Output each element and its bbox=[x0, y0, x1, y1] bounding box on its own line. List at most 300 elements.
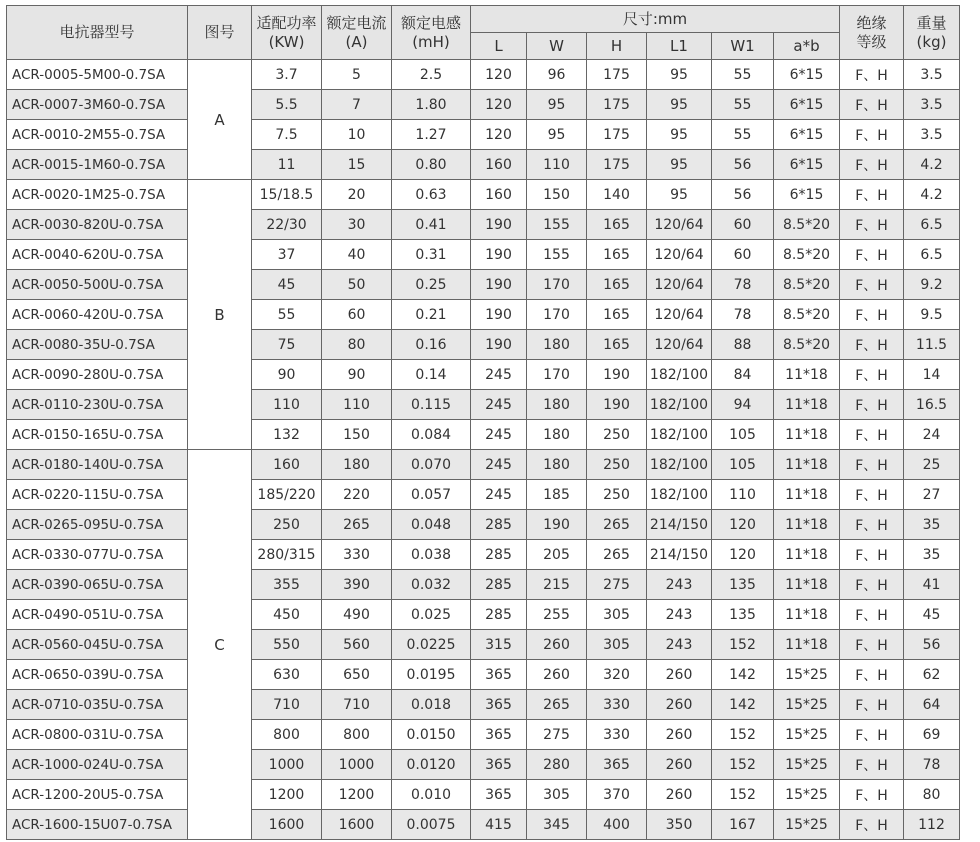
cell-dim-l1: 243 bbox=[647, 570, 712, 600]
cell-dim-w1: 135 bbox=[712, 600, 774, 630]
header-insulation-label: 绝缘 bbox=[856, 13, 887, 32]
cell-model: ACR-0090-280U-0.7SA bbox=[7, 360, 188, 390]
cell-dim-w1: 105 bbox=[712, 420, 774, 450]
cell-model: ACR-0030-820U-0.7SA bbox=[7, 210, 188, 240]
cell-dim-h: 305 bbox=[587, 600, 647, 630]
cell-dim-w: 150 bbox=[527, 180, 587, 210]
cell-insulation: F、H bbox=[840, 630, 904, 660]
cell-current: 80 bbox=[322, 330, 392, 360]
table-row bbox=[7, 690, 960, 720]
cell-dim-w1: 55 bbox=[712, 90, 774, 120]
cell-model: ACR-0080-35U-0.7SA bbox=[7, 330, 188, 360]
cell-dim-l1: 243 bbox=[647, 630, 712, 660]
cell-current: 50 bbox=[322, 270, 392, 300]
cell-dim-w: 180 bbox=[527, 390, 587, 420]
cell-insulation: F、H bbox=[840, 810, 904, 840]
table-row bbox=[7, 390, 960, 420]
table-row bbox=[7, 450, 960, 480]
cell-dim-w: 205 bbox=[527, 540, 587, 570]
cell-inductance: 0.41 bbox=[392, 210, 471, 240]
cell-dim-ab: 8.5*20 bbox=[774, 210, 840, 240]
cell-model: ACR-0560-045U-0.7SA bbox=[7, 630, 188, 660]
cell-current: 15 bbox=[322, 150, 392, 180]
cell-dim-ab: 8.5*20 bbox=[774, 270, 840, 300]
cell-model: ACR-0010-2M55-0.7SA bbox=[7, 120, 188, 150]
cell-dim-h: 400 bbox=[587, 810, 647, 840]
cell-insulation: F、H bbox=[840, 270, 904, 300]
cell-dim-w1: 78 bbox=[712, 270, 774, 300]
cell-dim-ab: 6*15 bbox=[774, 150, 840, 180]
cell-weight: 35 bbox=[904, 540, 960, 570]
cell-insulation: F、H bbox=[840, 150, 904, 180]
header-weight bbox=[904, 6, 960, 60]
cell-weight: 3.5 bbox=[904, 120, 960, 150]
cell-dim-l1: 260 bbox=[647, 750, 712, 780]
cell-power: 75 bbox=[252, 330, 322, 360]
cell-weight: 6.5 bbox=[904, 210, 960, 240]
cell-dim-w: 170 bbox=[527, 270, 587, 300]
header-power-label: 适配功率 bbox=[256, 13, 317, 32]
cell-dim-w1: 152 bbox=[712, 750, 774, 780]
cell-weight: 27 bbox=[904, 480, 960, 510]
cell-weight: 9.2 bbox=[904, 270, 960, 300]
table-row bbox=[7, 300, 960, 330]
cell-current: 800 bbox=[322, 720, 392, 750]
cell-current: 330 bbox=[322, 540, 392, 570]
cell-dim-l: 190 bbox=[471, 270, 527, 300]
cell-dim-ab: 11*18 bbox=[774, 510, 840, 540]
cell-dim-l: 365 bbox=[471, 720, 527, 750]
cell-dim-l: 365 bbox=[471, 750, 527, 780]
cell-current: 40 bbox=[322, 240, 392, 270]
cell-model: ACR-0390-065U-0.7SA bbox=[7, 570, 188, 600]
cell-dim-l: 120 bbox=[471, 60, 527, 90]
cell-dim-ab: 15*25 bbox=[774, 780, 840, 810]
cell-power: 710 bbox=[252, 690, 322, 720]
header-dim-w1: W1 bbox=[712, 33, 774, 60]
cell-dim-w: 96 bbox=[527, 60, 587, 90]
cell-power: 132 bbox=[252, 420, 322, 450]
cell-insulation: F、H bbox=[840, 420, 904, 450]
cell-dim-l1: 182/100 bbox=[647, 480, 712, 510]
header-current-unit: (A) bbox=[345, 32, 368, 51]
cell-dim-w: 155 bbox=[527, 210, 587, 240]
table-row bbox=[7, 210, 960, 240]
cell-inductance: 0.0150 bbox=[392, 720, 471, 750]
cell-current: 265 bbox=[322, 510, 392, 540]
cell-dim-w1: 167 bbox=[712, 810, 774, 840]
table-row bbox=[7, 330, 960, 360]
cell-insulation: F、H bbox=[840, 660, 904, 690]
cell-dim-ab: 6*15 bbox=[774, 90, 840, 120]
cell-dim-w1: 88 bbox=[712, 330, 774, 360]
cell-weight: 45 bbox=[904, 600, 960, 630]
cell-dim-w1: 120 bbox=[712, 510, 774, 540]
reactor-spec-table bbox=[6, 5, 960, 840]
cell-insulation: F、H bbox=[840, 360, 904, 390]
cell-weight: 64 bbox=[904, 690, 960, 720]
cell-dim-w: 95 bbox=[527, 90, 587, 120]
cell-dim-l1: 182/100 bbox=[647, 450, 712, 480]
table-row bbox=[7, 60, 960, 90]
cell-model: ACR-0040-620U-0.7SA bbox=[7, 240, 188, 270]
header-power-unit: (KW) bbox=[268, 32, 305, 51]
header-dim-h: H bbox=[587, 33, 647, 60]
cell-weight: 35 bbox=[904, 510, 960, 540]
cell-dim-l: 190 bbox=[471, 330, 527, 360]
header-dim-w: W bbox=[527, 33, 587, 60]
cell-insulation: F、H bbox=[840, 600, 904, 630]
cell-inductance: 0.0195 bbox=[392, 660, 471, 690]
cell-dim-h: 330 bbox=[587, 690, 647, 720]
cell-dim-l: 245 bbox=[471, 360, 527, 390]
cell-dim-w1: 135 bbox=[712, 570, 774, 600]
cell-dim-ab: 11*18 bbox=[774, 540, 840, 570]
cell-dim-ab: 11*18 bbox=[774, 450, 840, 480]
header-model: 电抗器型号 bbox=[7, 6, 188, 60]
cell-inductance: 0.63 bbox=[392, 180, 471, 210]
cell-dim-l1: 350 bbox=[647, 810, 712, 840]
cell-dim-w1: 110 bbox=[712, 480, 774, 510]
cell-dim-h: 250 bbox=[587, 420, 647, 450]
table-row bbox=[7, 360, 960, 390]
cell-dim-h: 175 bbox=[587, 150, 647, 180]
cell-current: 710 bbox=[322, 690, 392, 720]
cell-insulation: F、H bbox=[840, 300, 904, 330]
cell-dim-l1: 260 bbox=[647, 780, 712, 810]
cell-dim-ab: 15*25 bbox=[774, 750, 840, 780]
cell-inductance: 0.80 bbox=[392, 150, 471, 180]
cell-dim-l1: 182/100 bbox=[647, 390, 712, 420]
cell-current: 490 bbox=[322, 600, 392, 630]
cell-dim-ab: 8.5*20 bbox=[774, 330, 840, 360]
cell-inductance: 2.5 bbox=[392, 60, 471, 90]
cell-current: 110 bbox=[322, 390, 392, 420]
cell-model: ACR-0710-035U-0.7SA bbox=[7, 690, 188, 720]
cell-dim-w1: 142 bbox=[712, 690, 774, 720]
cell-power: 1000 bbox=[252, 750, 322, 780]
cell-dim-l: 120 bbox=[471, 120, 527, 150]
cell-dim-l: 160 bbox=[471, 180, 527, 210]
cell-model: ACR-1600-15U07-0.7SA bbox=[7, 810, 188, 840]
cell-dim-w: 155 bbox=[527, 240, 587, 270]
cell-model: ACR-0180-140U-0.7SA bbox=[7, 450, 188, 480]
header-weight-unit: (kg) bbox=[916, 32, 947, 51]
cell-inductance: 0.14 bbox=[392, 360, 471, 390]
cell-dim-l1: 95 bbox=[647, 120, 712, 150]
table-row bbox=[7, 120, 960, 150]
cell-dim-ab: 15*25 bbox=[774, 810, 840, 840]
cell-dim-w: 170 bbox=[527, 300, 587, 330]
table-row bbox=[7, 180, 960, 210]
header-figure: 图号 bbox=[188, 6, 252, 60]
cell-insulation: F、H bbox=[840, 480, 904, 510]
cell-current: 7 bbox=[322, 90, 392, 120]
cell-dim-ab: 6*15 bbox=[774, 60, 840, 90]
cell-model: ACR-0110-230U-0.7SA bbox=[7, 390, 188, 420]
header-dim-ab: a*b bbox=[774, 33, 840, 60]
cell-inductance: 0.018 bbox=[392, 690, 471, 720]
cell-inductance: 0.115 bbox=[392, 390, 471, 420]
cell-dim-h: 165 bbox=[587, 300, 647, 330]
cell-weight: 4.2 bbox=[904, 180, 960, 210]
cell-inductance: 0.0075 bbox=[392, 810, 471, 840]
header-insulation bbox=[840, 6, 904, 60]
cell-weight: 4.2 bbox=[904, 150, 960, 180]
cell-dim-h: 265 bbox=[587, 540, 647, 570]
cell-current: 20 bbox=[322, 180, 392, 210]
cell-dim-w1: 152 bbox=[712, 780, 774, 810]
cell-dim-l: 160 bbox=[471, 150, 527, 180]
cell-dim-w1: 60 bbox=[712, 240, 774, 270]
cell-dim-w1: 56 bbox=[712, 180, 774, 210]
cell-dim-l: 245 bbox=[471, 390, 527, 420]
cell-dim-l: 285 bbox=[471, 570, 527, 600]
cell-inductance: 0.038 bbox=[392, 540, 471, 570]
cell-current: 150 bbox=[322, 420, 392, 450]
cell-dim-w: 190 bbox=[527, 510, 587, 540]
cell-inductance: 0.010 bbox=[392, 780, 471, 810]
cell-dim-l1: 214/150 bbox=[647, 540, 712, 570]
cell-dim-l1: 120/64 bbox=[647, 300, 712, 330]
cell-dim-w: 345 bbox=[527, 810, 587, 840]
header-dim-l: L bbox=[471, 33, 527, 60]
cell-inductance: 0.16 bbox=[392, 330, 471, 360]
cell-dim-w: 180 bbox=[527, 330, 587, 360]
cell-power: 550 bbox=[252, 630, 322, 660]
cell-dim-l: 365 bbox=[471, 660, 527, 690]
cell-dim-l: 365 bbox=[471, 690, 527, 720]
cell-dim-h: 165 bbox=[587, 240, 647, 270]
cell-dim-ab: 11*18 bbox=[774, 360, 840, 390]
cell-current: 5 bbox=[322, 60, 392, 90]
header-weight-label: 重量 bbox=[916, 13, 947, 32]
cell-dim-w: 185 bbox=[527, 480, 587, 510]
header-current bbox=[322, 6, 392, 60]
cell-dim-l: 365 bbox=[471, 780, 527, 810]
table-row bbox=[7, 480, 960, 510]
cell-dim-w1: 152 bbox=[712, 630, 774, 660]
cell-dim-w: 170 bbox=[527, 360, 587, 390]
cell-dim-h: 175 bbox=[587, 90, 647, 120]
cell-dim-w: 110 bbox=[527, 150, 587, 180]
cell-inductance: 1.80 bbox=[392, 90, 471, 120]
cell-dim-ab: 11*18 bbox=[774, 630, 840, 660]
cell-dim-w: 255 bbox=[527, 600, 587, 630]
table-row bbox=[7, 540, 960, 570]
cell-dim-l: 415 bbox=[471, 810, 527, 840]
cell-inductance: 0.31 bbox=[392, 240, 471, 270]
cell-current: 650 bbox=[322, 660, 392, 690]
cell-inductance: 0.084 bbox=[392, 420, 471, 450]
cell-dim-w1: 84 bbox=[712, 360, 774, 390]
cell-insulation: F、H bbox=[840, 180, 904, 210]
cell-weight: 80 bbox=[904, 780, 960, 810]
cell-insulation: F、H bbox=[840, 540, 904, 570]
cell-dim-w1: 55 bbox=[712, 60, 774, 90]
cell-dim-h: 250 bbox=[587, 480, 647, 510]
cell-power: 22/30 bbox=[252, 210, 322, 240]
cell-model: ACR-0265-095U-0.7SA bbox=[7, 510, 188, 540]
cell-dim-l1: 182/100 bbox=[647, 360, 712, 390]
table-row bbox=[7, 420, 960, 450]
cell-inductance: 1.27 bbox=[392, 120, 471, 150]
cell-current: 10 bbox=[322, 120, 392, 150]
table-row bbox=[7, 750, 960, 780]
cell-power: 450 bbox=[252, 600, 322, 630]
cell-insulation: F、H bbox=[840, 780, 904, 810]
cell-inductance: 0.0120 bbox=[392, 750, 471, 780]
header-insulation-sub: 等级 bbox=[856, 32, 887, 51]
cell-dim-l: 285 bbox=[471, 510, 527, 540]
cell-model: ACR-0015-1M60-0.7SA bbox=[7, 150, 188, 180]
cell-dim-w1: 120 bbox=[712, 540, 774, 570]
cell-inductance: 0.25 bbox=[392, 270, 471, 300]
cell-power: 160 bbox=[252, 450, 322, 480]
cell-power: 355 bbox=[252, 570, 322, 600]
header-inductance bbox=[392, 6, 471, 60]
cell-insulation: F、H bbox=[840, 750, 904, 780]
cell-dim-h: 275 bbox=[587, 570, 647, 600]
cell-dim-l1: 243 bbox=[647, 600, 712, 630]
cell-dim-h: 175 bbox=[587, 120, 647, 150]
cell-dim-w: 95 bbox=[527, 120, 587, 150]
cell-dim-w: 215 bbox=[527, 570, 587, 600]
cell-model: ACR-0330-077U-0.7SA bbox=[7, 540, 188, 570]
cell-dim-w: 260 bbox=[527, 630, 587, 660]
cell-insulation: F、H bbox=[840, 60, 904, 90]
cell-power: 55 bbox=[252, 300, 322, 330]
cell-inductance: 0.0225 bbox=[392, 630, 471, 660]
cell-model: ACR-0005-5M00-0.7SA bbox=[7, 60, 188, 90]
table-row bbox=[7, 240, 960, 270]
cell-dim-l1: 95 bbox=[647, 150, 712, 180]
cell-power: 3.7 bbox=[252, 60, 322, 90]
cell-dim-h: 165 bbox=[587, 270, 647, 300]
cell-power: 110 bbox=[252, 390, 322, 420]
cell-dim-ab: 11*18 bbox=[774, 570, 840, 600]
cell-dim-w: 180 bbox=[527, 420, 587, 450]
cell-current: 1200 bbox=[322, 780, 392, 810]
cell-dim-l1: 120/64 bbox=[647, 330, 712, 360]
cell-dim-h: 175 bbox=[587, 60, 647, 90]
cell-dim-l1: 260 bbox=[647, 690, 712, 720]
figure-group-cell: C bbox=[188, 450, 252, 840]
cell-dim-h: 190 bbox=[587, 390, 647, 420]
cell-model: ACR-0490-051U-0.7SA bbox=[7, 600, 188, 630]
table-row bbox=[7, 270, 960, 300]
cell-dim-h: 370 bbox=[587, 780, 647, 810]
cell-current: 1600 bbox=[322, 810, 392, 840]
cell-dim-h: 305 bbox=[587, 630, 647, 660]
cell-dim-l: 245 bbox=[471, 480, 527, 510]
cell-weight: 41 bbox=[904, 570, 960, 600]
cell-dim-l: 285 bbox=[471, 600, 527, 630]
header-power bbox=[252, 6, 322, 60]
cell-weight: 25 bbox=[904, 450, 960, 480]
cell-dim-l1: 95 bbox=[647, 180, 712, 210]
cell-power: 15/18.5 bbox=[252, 180, 322, 210]
cell-weight: 9.5 bbox=[904, 300, 960, 330]
cell-model: ACR-0650-039U-0.7SA bbox=[7, 660, 188, 690]
cell-dim-l: 285 bbox=[471, 540, 527, 570]
cell-dim-h: 265 bbox=[587, 510, 647, 540]
cell-power: 45 bbox=[252, 270, 322, 300]
cell-weight: 112 bbox=[904, 810, 960, 840]
cell-dim-w: 180 bbox=[527, 450, 587, 480]
cell-inductance: 0.21 bbox=[392, 300, 471, 330]
cell-power: 5.5 bbox=[252, 90, 322, 120]
table-row bbox=[7, 510, 960, 540]
cell-dim-w1: 94 bbox=[712, 390, 774, 420]
cell-dim-l1: 260 bbox=[647, 720, 712, 750]
cell-current: 60 bbox=[322, 300, 392, 330]
cell-inductance: 0.025 bbox=[392, 600, 471, 630]
cell-dim-h: 165 bbox=[587, 210, 647, 240]
cell-current: 180 bbox=[322, 450, 392, 480]
cell-weight: 11.5 bbox=[904, 330, 960, 360]
cell-weight: 3.5 bbox=[904, 90, 960, 120]
cell-weight: 16.5 bbox=[904, 390, 960, 420]
cell-weight: 14 bbox=[904, 360, 960, 390]
cell-power: 250 bbox=[252, 510, 322, 540]
cell-dim-l: 245 bbox=[471, 450, 527, 480]
cell-dim-l: 245 bbox=[471, 420, 527, 450]
table-row bbox=[7, 150, 960, 180]
cell-dim-w1: 142 bbox=[712, 660, 774, 690]
table-row bbox=[7, 780, 960, 810]
cell-inductance: 0.070 bbox=[392, 450, 471, 480]
cell-power: 185/220 bbox=[252, 480, 322, 510]
table-row bbox=[7, 570, 960, 600]
cell-dim-ab: 11*18 bbox=[774, 480, 840, 510]
cell-insulation: F、H bbox=[840, 120, 904, 150]
cell-power: 90 bbox=[252, 360, 322, 390]
cell-dim-w: 280 bbox=[527, 750, 587, 780]
cell-insulation: F、H bbox=[840, 720, 904, 750]
header-current-label: 额定电流 bbox=[326, 13, 387, 32]
cell-dim-ab: 8.5*20 bbox=[774, 240, 840, 270]
reactor-spec-table-container bbox=[6, 5, 960, 840]
cell-dim-h: 250 bbox=[587, 450, 647, 480]
cell-dim-w1: 78 bbox=[712, 300, 774, 330]
cell-dim-l: 120 bbox=[471, 90, 527, 120]
cell-dim-l1: 120/64 bbox=[647, 240, 712, 270]
cell-insulation: F、H bbox=[840, 570, 904, 600]
cell-dim-l1: 182/100 bbox=[647, 420, 712, 450]
table-row bbox=[7, 660, 960, 690]
cell-power: 280/315 bbox=[252, 540, 322, 570]
cell-weight: 62 bbox=[904, 660, 960, 690]
header-inductance-label: 额定电感 bbox=[400, 13, 461, 32]
cell-dim-ab: 11*18 bbox=[774, 390, 840, 420]
table-row bbox=[7, 630, 960, 660]
cell-inductance: 0.048 bbox=[392, 510, 471, 540]
cell-insulation: F、H bbox=[840, 690, 904, 720]
cell-dim-w1: 60 bbox=[712, 210, 774, 240]
cell-insulation: F、H bbox=[840, 450, 904, 480]
figure-group-cell: A bbox=[188, 60, 252, 180]
cell-dim-ab: 15*25 bbox=[774, 660, 840, 690]
cell-power: 1200 bbox=[252, 780, 322, 810]
cell-dim-w1: 55 bbox=[712, 120, 774, 150]
cell-insulation: F、H bbox=[840, 330, 904, 360]
cell-power: 11 bbox=[252, 150, 322, 180]
cell-dim-w: 260 bbox=[527, 660, 587, 690]
header-inductance-unit: (mH) bbox=[412, 32, 450, 51]
cell-dim-ab: 6*15 bbox=[774, 120, 840, 150]
cell-model: ACR-0050-500U-0.7SA bbox=[7, 270, 188, 300]
